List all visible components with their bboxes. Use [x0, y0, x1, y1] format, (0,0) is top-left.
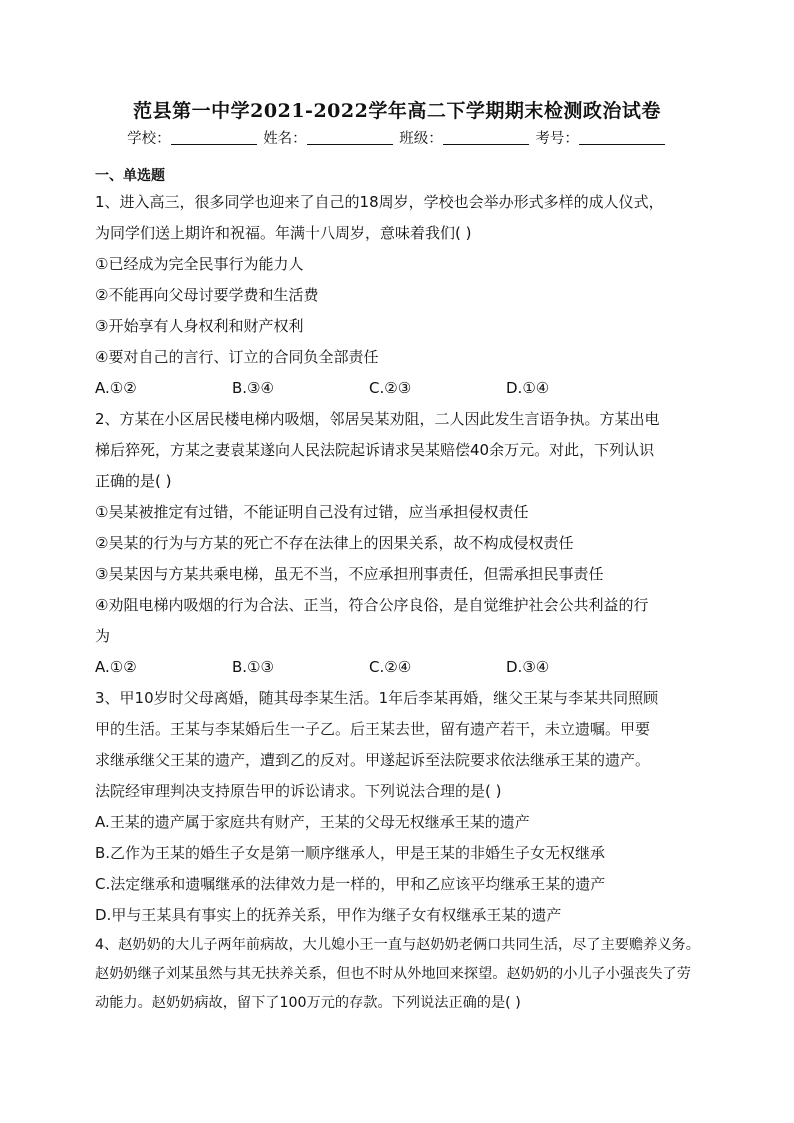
answer-options — [95, 652, 707, 683]
option-d[interactable]: D.③④ — [506, 658, 550, 676]
question-2 — [95, 404, 707, 683]
question-stem-line: 法院经审理判决支持原告甲的诉讼请求。下列说法合理的是( ) — [95, 782, 502, 800]
section-title: 一、单选题 — [95, 168, 165, 184]
question-stem-line: 2、方某在小区居民楼电梯内吸烟，邻居吴某劝阻，二人因此发生言语争执。方某出电 — [95, 410, 660, 428]
option-d[interactable]: D.①④ — [506, 379, 550, 397]
statement: ④劝阻电梯内吸烟的行为合法、正当，符合公序良俗，是自觉维护社会公共利益的行 — [95, 596, 649, 614]
question-stem-line: 正确的是( ) — [95, 472, 172, 490]
class-blank[interactable] — [443, 130, 529, 145]
question-stem-line: 1、进入高三，很多同学也迎来了自己的18周岁，学校也会举办形式多样的成人仪式， — [95, 193, 664, 211]
school-blank[interactable] — [171, 130, 257, 145]
option-c[interactable]: C.②④ — [369, 658, 412, 676]
question-stem-line: 动能力。赵奶奶病故，留下了100万元的存款。下列说法正确的是( ) — [95, 995, 521, 1011]
option-a[interactable]: A.①② — [95, 379, 137, 397]
student-info-row — [0, 127, 794, 148]
statement: ①吴某被推定有过错，不能证明自己没有过错，应当承担侵权责任 — [95, 503, 529, 521]
option-b[interactable]: B.乙作为王某的婚生子女是第一顺序继承人，甲是王某的非婚生子女无权继承 — [95, 844, 606, 862]
question-3 — [95, 683, 707, 931]
option-c[interactable]: C.法定继承和遗嘱继承的法律效力是一样的，甲和乙应该平均继承王某的遗产 — [95, 875, 606, 893]
id-blank[interactable] — [579, 130, 665, 145]
statement: ④要对自己的言行、订立的合同负全部责任 — [95, 348, 379, 366]
school-label: 学校： — [127, 131, 171, 147]
class-label: 班级： — [399, 131, 443, 147]
id-label: 考号： — [535, 131, 579, 147]
name-label: 姓名： — [263, 131, 307, 147]
option-a[interactable]: A.①② — [95, 658, 137, 676]
answer-options — [95, 373, 707, 404]
question-stem-line: 甲的生活。王某与李某婚后生一子乙。后王某去世，留有遗产若干，未立遗嘱。甲要 — [95, 720, 651, 738]
exam-content — [95, 165, 707, 1018]
question-stem-line: 4、赵奶奶的大儿子两年前病故，大儿媳小王一直与赵奶奶老俩口共同生活，尽了主要赡养义务。 — [95, 937, 700, 953]
statement: ①已经成为完全民事行为能力人 — [95, 255, 304, 273]
option-a[interactable]: A.王某的遗产属于家庭共有财产，王某的父母无权继承王某的遗产 — [95, 813, 530, 831]
option-b[interactable]: B.③④ — [232, 379, 274, 397]
question-stem-line: 求继承继父王某的遗产，遭到乙的反对。甲遂起诉至法院要求依法继承王某的遗产。 — [95, 751, 651, 769]
option-d[interactable]: D.甲与王某具有事实上的抚养关系，甲作为继子女有权继承王某的遗产 — [95, 906, 562, 924]
name-blank[interactable] — [307, 130, 393, 145]
statement: 为 — [95, 627, 111, 645]
option-b[interactable]: B.①③ — [232, 658, 274, 676]
option-c[interactable]: C.②③ — [369, 379, 412, 397]
question-stem-line: 梯后猝死，方某之妻袁某遂向人民法院起诉请求吴某赔偿40余万元。对此，下列认识 — [95, 441, 655, 459]
statement: ③开始享有人身权利和财产权利 — [95, 317, 304, 335]
question-stem-line: 为同学们送上期许和祝福。年满十八周岁，意味着我们( ) — [95, 224, 472, 242]
statement: ②不能再向父母讨要学费和生活费 — [95, 286, 319, 304]
page-title: 范县第一中学2021-2022学年高二下学期期末检测政治试卷 — [133, 100, 661, 122]
question-stem-line: 赵奶奶继子刘某虽然与其无扶养关系，但也不时从外地回来探望。赵奶奶的小儿子小强丧失了劳 — [95, 966, 691, 982]
statement: ③吴某因与方某共乘电梯，虽无不当，不应承担刑事责任，但需承担民事责任 — [95, 565, 604, 583]
question-stem-line: 3、甲10岁时父母离婚，随其母李某生活。1年后李某再婚，继父王某与李某共同照顾 — [95, 689, 659, 707]
statement: ②吴某的行为与方某的死亡不存在法律上的因果关系，故不构成侵权责任 — [95, 534, 574, 552]
question-1 — [95, 187, 707, 404]
question-4 — [95, 931, 707, 1018]
